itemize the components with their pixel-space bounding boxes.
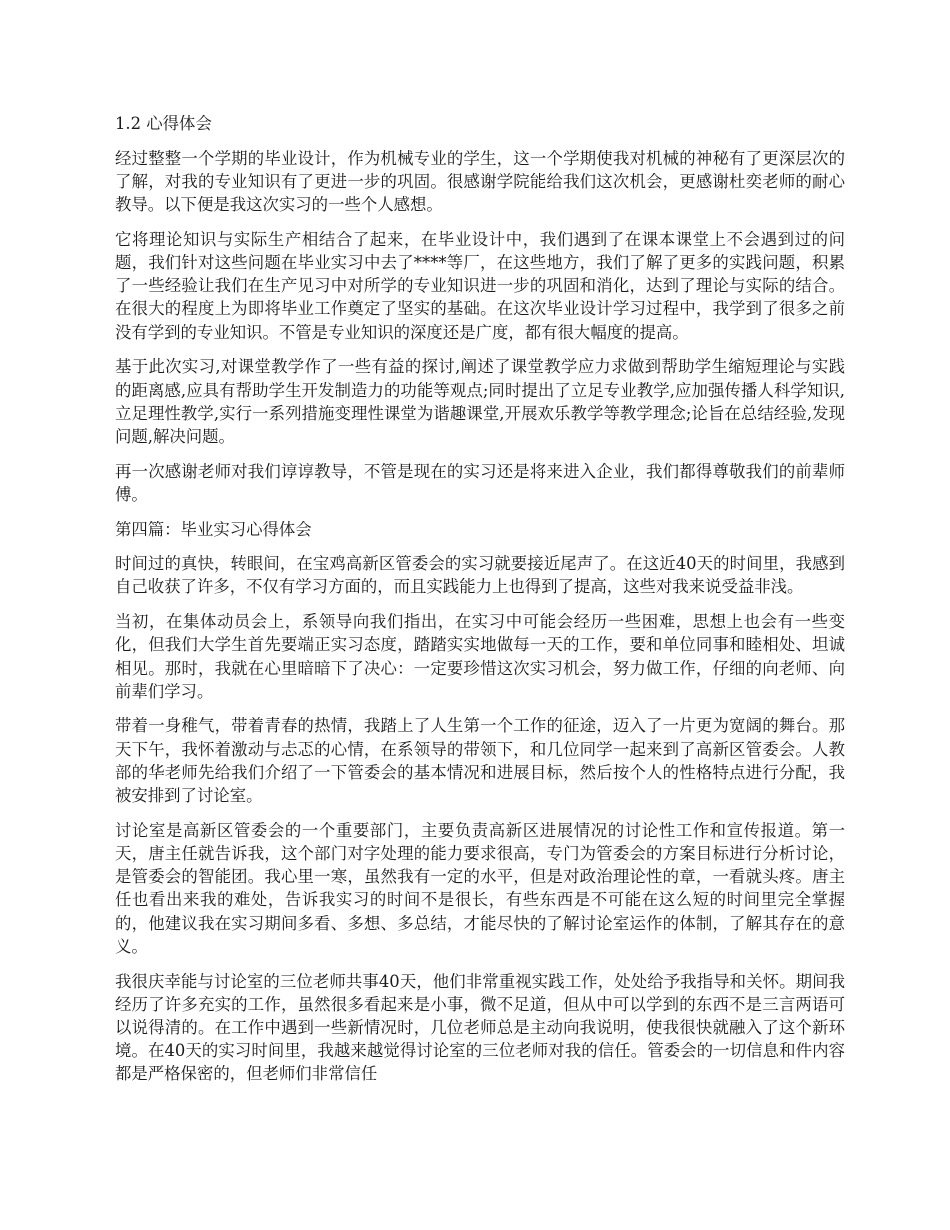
paragraph: 基于此次实习,对课堂教学作了一些有益的探讨,阐述了课堂教学应力求做到帮助学生缩短理论与实践的距离感,应具有帮助学生开发制造力的功能等观点;同时提出了立足专业教学,应加强传播人科学知识,立足理性教学,实行一系列措施变理性课堂为谐趣课堂,开展欢乐教学等教学理念;论旨在总结经验,发现问题,解决问题。	[115, 357, 845, 446]
paragraph: 讨论室是高新区管委会的一个重要部门，主要负责高新区进展情况的讨论性工作和宣传报道。第一天，唐主任就告诉我，这个部门对字处理的能力要求很高，专门为管委会的方案目标进行分析讨论，是管委会的智能团。我心里一寒，虽然我有一定的水平，但是对政治理论性的章，一看就头疼。唐主任也看出来我的难处，告诉我实习的时间不是很长，有些东西是不可能在这么短的时间里完全掌握的，他建议我在实习期间多看、多想、多总结，才能尽快的了解讨论室运作的体制，了解其存在的意义。	[115, 820, 845, 956]
paragraph: 我很庆幸能与讨论室的三位老师共事40天，他们非常重视实践工作，处处给予我指导和关怀。期间我经历了许多充实的工作，虽然很多看起来是小事，微不足道，但从中可以学到的东西不是三言两语可以说得清的。在工作中遇到一些新情况时，几位老师总是主动向我说明，使我很快就融入了这个新环境。在40天的实习时间里，我越来越觉得讨论室的三位老师对我的信任。管委会的一切信息和件内容都是严格保密的，但老师们非常信任	[115, 971, 845, 1084]
document-body	[115, 112, 845, 1097]
paragraph: 它将理论知识与实际生产相结合了起来，在毕业设计中，我们遇到了在课本课堂上不会遇到过的问题，我们针对这些问题在毕业实习中去了****等厂，在这些地方，我们了解了更多的实践问题，积累了一些经验让我们在生产见习中对所学的专业知识进一步的巩固和消化，达到了理论与实际的结合。在很大的程度上为即将毕业工作奠定了坚实的基础。在这次毕业设计学习过程中，我学到了很多之前没有学到的专业知识。不管是专业知识的深度还是广度，都有很大幅度的提高。	[115, 229, 845, 342]
paragraph: 带着一身稚气，带着青春的热情，我踏上了人生第一个工作的征途，迈入了一片更为宽阔的舞台。那天下午，我怀着激动与忐忑的心情，在系领导的带领下，和几位同学一起来到了高新区管委会。人教部的华老师先给我们介绍了一下管委会的基本情况和进展目标，然后按个人的性格特点进行分配，我被安排到了讨论室。	[115, 716, 845, 806]
paragraph: 再一次感谢老师对我们谆谆教导，不管是现在的实习还是将来进入企业，我们都得尊敬我们的前辈师傅。	[115, 461, 845, 504]
chapter-heading: 第四篇：毕业实习心得体会	[115, 519, 312, 539]
paragraph: 当初，在集体动员会上，系领导向我们指出，在实习中可能会经历一些困难，思想上也会有一些变化，但我们大学生首先要端正实习态度，踏踏实实地做每一天的工作，要和单位同事和睦相处、坦诚相见。那时，我就在心里暗暗下了决心：一定要珍惜这次实习机会，努力做工作，仔细的向老师、向前辈们学习。	[115, 612, 845, 701]
paragraph: 经过整整一个学期的毕业设计，作为机械专业的学生，这一个学期使我对机械的神秘有了更深层次的了解，对我的专业知识有了更进一步的巩固。很感谢学院能给我们这次机会，更感谢杜奕老师的耐心教导。以下便是我这次实习的一些个人感想。	[115, 148, 845, 215]
section-heading: 1.2 心得体会	[115, 114, 212, 133]
paragraph: 时间过的真快，转眼间，在宝鸡高新区管委会的实习就要接近尾声了。在这近40天的时间里，我感到自己收获了许多，不仅有学习方面的，而且实践能力上也得到了提高，这些对我来说受益非浅。	[115, 554, 845, 597]
